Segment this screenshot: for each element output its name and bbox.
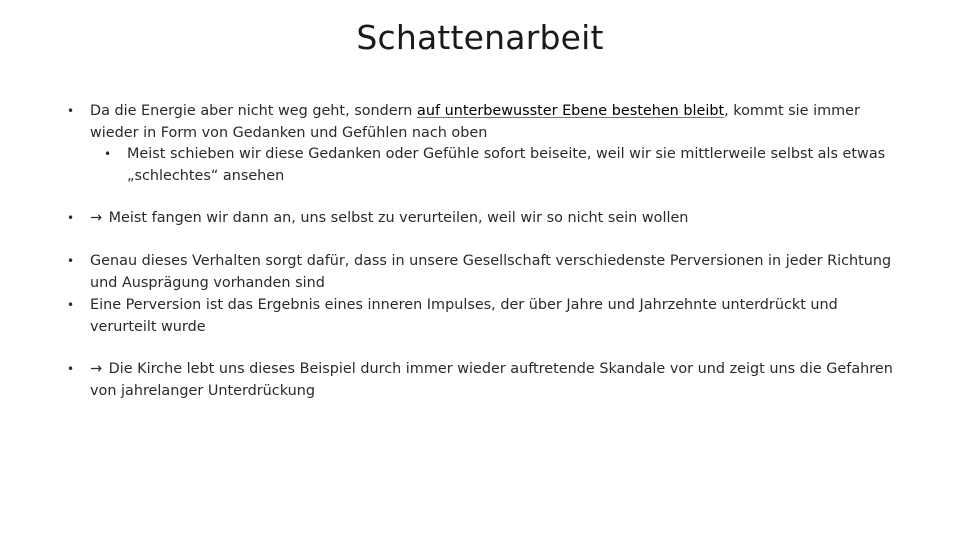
- bullet-text: , kommt sie immer wieder in Form von Gedanken und Gefühlen nach oben: [90, 103, 860, 141]
- bullet-text: Genau dieses Verhalten sorgt dafür, dass in unsere Gesellschaft verschiedenste Perversionen in jeder Richtung und Ausprägung vorhanden sind: [90, 253, 892, 291]
- bullet-text: Meist schieben wir diese Gedanken oder Gefühle sofort beiseite, weil wir sie mittlerweile selbst als etwas „schlechtes“ ansehen: [127, 146, 886, 184]
- bullet-dot: •: [67, 254, 75, 268]
- bullet-dot: •: [67, 104, 75, 118]
- arrow-icon: →: [90, 210, 103, 226]
- bullet-item: [67, 101, 880, 144]
- slide-title: Schattenarbeit: [356, 18, 604, 57]
- bullet-dot: •: [67, 211, 75, 225]
- bullet-item: [67, 208, 890, 230]
- bullet-dot: •: [67, 362, 75, 376]
- bullet-text: Die Kirche lebt uns dieses Beispiel durch immer wieder auftretende Skandale vor und zeigt uns die Gefahren von jahrelanger Unterdrückung: [90, 361, 893, 399]
- bullet-text: Eine Perversion ist das Ergebnis eines inneren Impulses, der über Jahre und Jahrzehnte unterdrückt und verurteilt wurde: [90, 297, 838, 335]
- bullet-dot: •: [104, 147, 112, 161]
- bullet-dot: •: [67, 298, 75, 312]
- bullet-text: Da die Energie aber nicht weg geht, sondern: [90, 103, 417, 119]
- bullet-text: Meist fangen wir dann an, uns selbst zu verurteilen, weil wir so nicht sein wollen: [108, 210, 689, 226]
- arrow-icon: →: [90, 361, 103, 377]
- bullet-item: [67, 295, 890, 338]
- sub-bullet-item: [104, 144, 907, 187]
- bullet-item: [67, 359, 900, 402]
- bullet-emphasis: auf unterbewusster Ebene bestehen bleibt: [417, 103, 725, 119]
- bullet-item: [67, 251, 900, 294]
